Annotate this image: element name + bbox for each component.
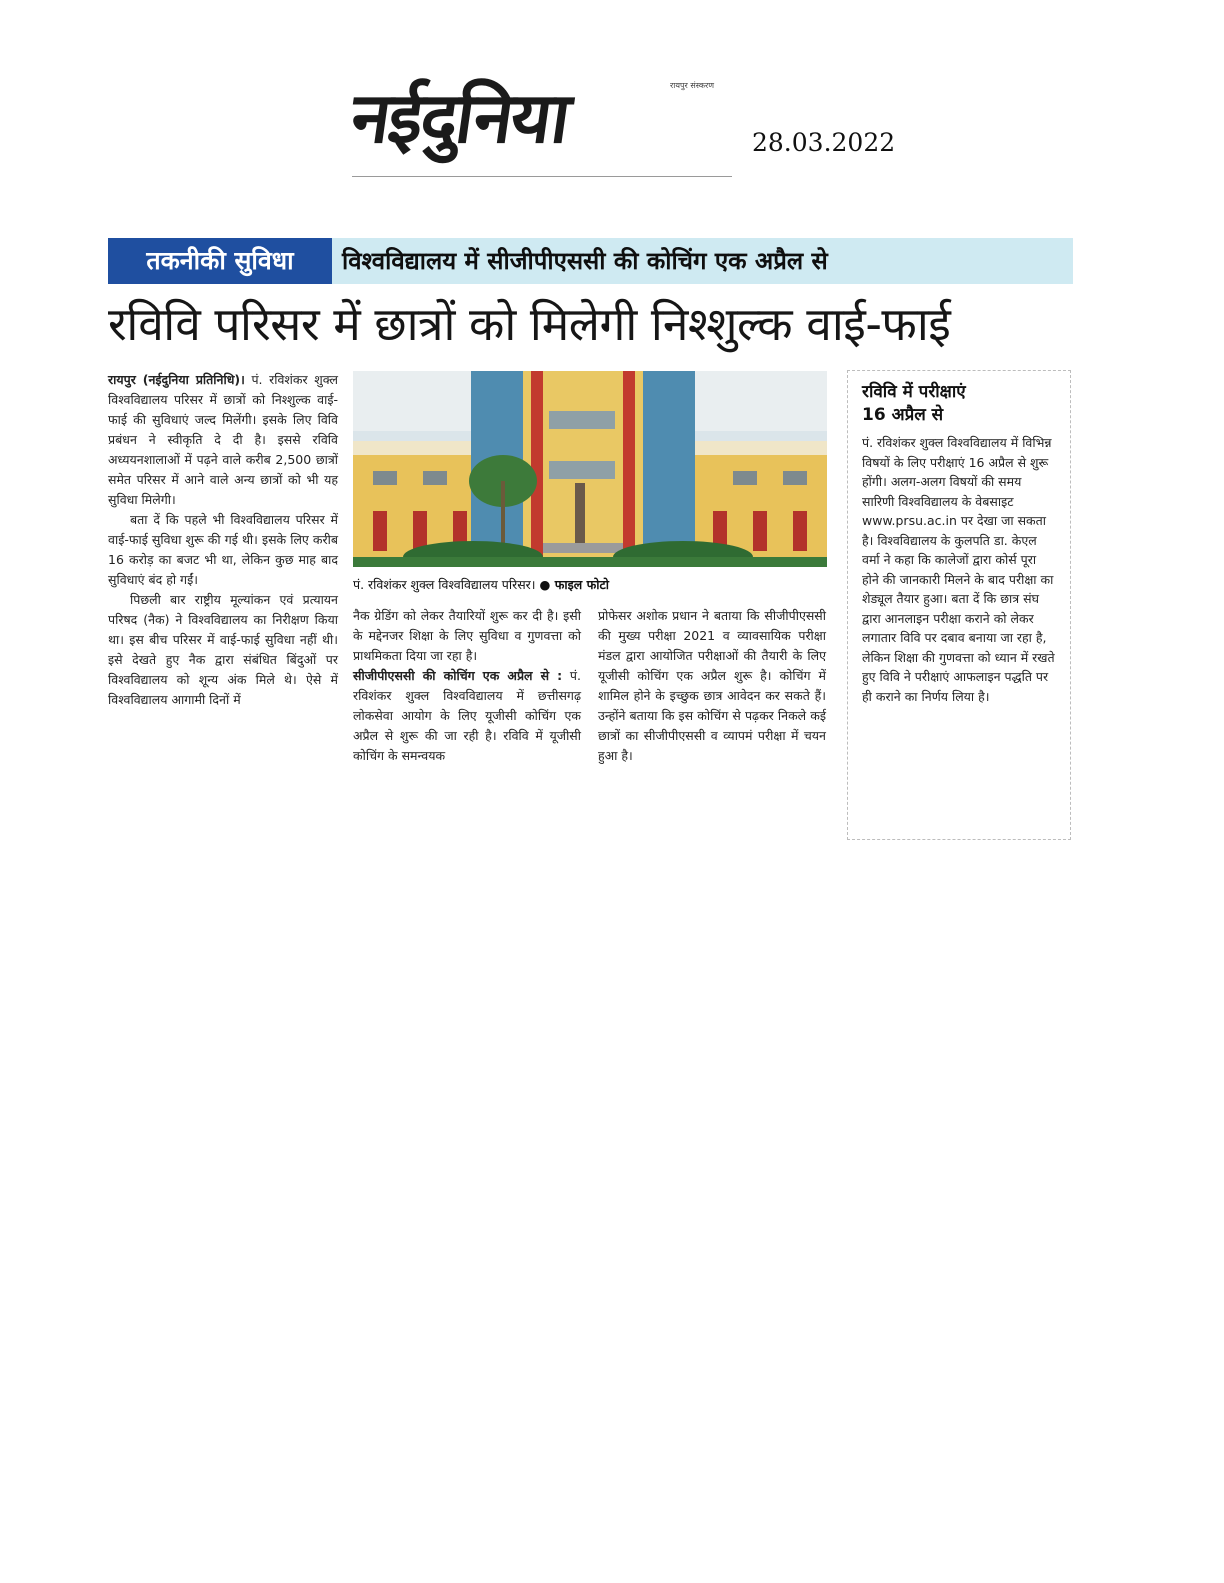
caption-text: पं. रविशंकर शुक्ल विश्वविद्यालय परिसर। (353, 577, 536, 592)
masthead-rule (352, 176, 732, 177)
sidebar-title-line: रविवि में परीक्षाएं (862, 382, 966, 402)
section-tag: तकनीकी सुविधा (108, 238, 332, 284)
article-column-3 (598, 606, 826, 766)
campus-photo (353, 371, 827, 567)
photo-credit: ● फाइल फोटो (539, 577, 609, 592)
paragraph-text: पं. रविशंकर शुक्ल विश्वविद्यालय में छत्तीसगढ़ लोकसेवा आयोग के लिए यूजीसी कोचिंग एक अप्रैल से शुरू की जा रही है। रविवि में यूजीसी कोचिंग के समन्वयक (353, 668, 581, 763)
paragraph-text: पं. रविशंकर शुक्ल विश्वविद्यालय परिसर में छात्रों को निश्शुल्क वाई-फाई की सुविधाएं जल्द मिलेंगी। इसके लिए विवि प्रबंधन ने स्वीकृति दे दी है। इससे रविवि अध्ययनशालाओं में पढ़ने वाले करीब 2,500 छात्रों समेत परिसर में आने वाले अन्य छात्रों को भी यह सुविधा मिलेगी। (108, 372, 338, 507)
paragraph: बता दें कि पहले भी विश्वविद्यालय परिसर में वाई-फाई सुविधा शुरू की गई थी। इसके लिए करीब 16 करोड़ का बजट भी था, लेकिन कुछ माह बाद सुविधाएं बंद हो गईं। (108, 512, 338, 587)
paragraph (353, 666, 581, 766)
sidebar-body: पं. रविशंकर शुक्ल विश्वविद्यालय में विभिन्न विषयों के लिए परीक्षाएं 16 अप्रैल से शुरू होंगी। अलग-अलग विषयों की समय सारिणी विश्वविद्यालय के वेबसाइट www.prsu.ac.in पर देखा जा सकता है। विश्वविद्यालय के कुलपति डा. केएल वर्मा ने कहा कि कालेजों द्वारा कोर्स पूरा होने की जानकारी मिलने के बाद परीक्षा का शेड्यूल तैयार हुआ। बता दें कि छात्र संघ द्वारा आनलाइन परीक्षा कराने को लेकर लगातार विवि पर दबाव बनाया जा रहा है, लेकिन शिक्षा की गुणवत्ता को ध्यान में रखते हुए विवि ने परीक्षाएं आफलाइन पद्धति पर ही कराने का निर्णय लिया है। (862, 435, 1055, 704)
sidebar-box (847, 370, 1071, 840)
dateline: रायपुर (नईदुनिया प्रतिनिधि)। (108, 372, 245, 387)
paragraph: पिछली बार राष्ट्रीय मूल्यांकन एवं प्रत्यायन परिषद (नैक) ने विश्वविद्यालय का निरीक्षण किया था। इस बीच परिसर में वाई-फाई सुविधा नहीं थी। इसे देखते हुए नैक द्वारा संबंधित बिंदुओं पर विश्वविद्यालय को शून्य अंक मिले थे। ऐसे में विश्वविद्यालय आगामी दिनों में (108, 592, 338, 707)
kicker-bar (108, 238, 1073, 284)
article-column-2 (353, 606, 581, 766)
publication-date: 28.03.2022 (752, 128, 896, 157)
newspaper-logo: नईदुनिया (346, 77, 574, 159)
campus-photo-illustration (353, 371, 827, 567)
paragraph: नैक ग्रेडिंग को लेकर तैयारियों शुरू कर दी है। इसी के मद्देनजर शिक्षा के लिए सुविधा व गुणवत्ता को प्राथमिकता दिया जा रहा है। (353, 608, 581, 663)
subheading: सीजीपीएससी की कोचिंग एक अप्रैल से : (353, 668, 563, 683)
paragraph: प्रोफेसर अशोक प्रधान ने बताया कि सीजीपीएससी की मुख्य परीक्षा 2021 व व्यावसायिक परीक्षा मंडल द्वारा आयोजित परीक्षाओं की तैयारी के लिए यूजीसी कोचिंग एक अप्रैल शुरू है। कोचिंग में शामिल होने के इच्छुक छात्र आवेदन कर सकते हैं। उन्होंने बताया कि इस कोचिंग से पढ़कर निकले कई छात्रों का सीजीपीएससी व व्यापमं परीक्षा में चयन हुआ है। (598, 608, 826, 763)
masthead (346, 68, 732, 180)
sidebar-title (862, 381, 1056, 427)
article-column-1 (108, 370, 338, 710)
paragraph (108, 370, 338, 510)
kicker-text: विश्वविद्यालय में सीजीपीएससी की कोचिंग एक अप्रैल से (342, 247, 828, 275)
edition-tag: रायपुर संस्करण (670, 81, 715, 90)
sidebar-title-line: 16 अप्रैल से (862, 405, 944, 425)
photo-caption (353, 575, 827, 595)
article-headline: रविवि परिसर में छात्रों को मिलेगी निश्शुल्क वाई-फाई (108, 297, 951, 351)
